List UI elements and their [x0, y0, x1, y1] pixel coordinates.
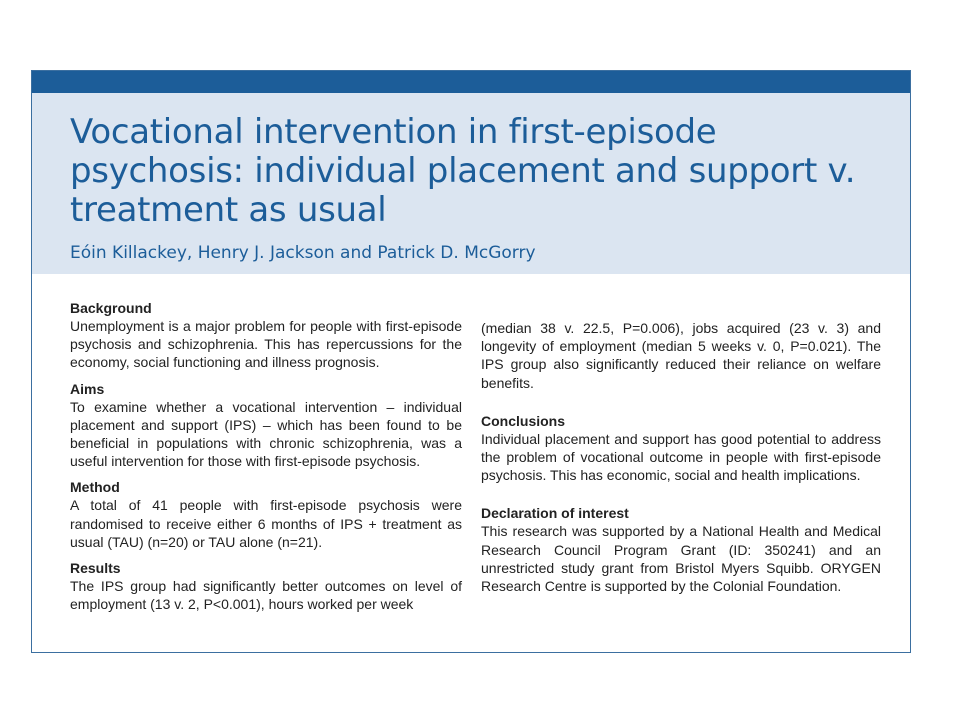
title-header	[32, 93, 910, 274]
aims-text: To examine whether a vocational intervention – individual placement and support (IPS) – which has been found to be beneficial in populations with chronic schizophrenia, was a useful intervention for those with first-episode psychosis.	[70, 398, 462, 470]
top-color-bar	[32, 71, 910, 93]
abstract-right-column	[481, 319, 881, 603]
method-heading: Method	[70, 479, 120, 496]
paper-title: Vocational intervention in first-episode psychosis: individual placement and support v. treatment as usual	[70, 112, 856, 230]
declaration-heading: Declaration of interest	[481, 505, 629, 522]
conclusions-heading: Conclusions	[481, 412, 566, 429]
method-text: A total of 41 people with first-episode psychosis were randomised to receive either 6 months of IPS + treatment as usual (TAU) (n=20) or TAU alone (n=21).	[70, 497, 462, 550]
results-text: The IPS group had significantly better outcomes on level of employment (13 v. 2, P<0.001), hours worked per week	[70, 578, 462, 613]
background-heading: Background	[70, 300, 152, 316]
abstract-left-column	[70, 299, 462, 621]
author-list: Eóin Killackey, Henry J. Jackson and Patrick D. McGorry	[70, 243, 536, 263]
aims-heading: Aims	[70, 380, 105, 397]
results-continuation-text: (median 38 v. 22.5, P=0.006), jobs acquired (23 v. 3) and longevity of employment (median 5 weeks v. 0, P=0.021). The IPS group also significantly reduced their reliance on welfare benefits.	[481, 320, 881, 391]
conclusions-text: Individual placement and support has good potential to address the problem of vocational outcome in people with first-episode psychosis. This has economic, social and health implications.	[481, 430, 881, 484]
abstract-panel	[31, 70, 911, 653]
declaration-text: This research was supported by a National Health and Medical Research Council Program Grant (ID: 350241) and an unrestricted study grant from Bristol Myers Squibb. ORYGEN Research Centre is supported by the Colonial Foundation.	[481, 523, 881, 595]
results-heading: Results	[70, 560, 121, 577]
background-text: Unemployment is a major problem for people with first-episode psychosis and schizophrenia. This has repercussions for the economy, social functioning and illness prognosis.	[70, 318, 462, 371]
